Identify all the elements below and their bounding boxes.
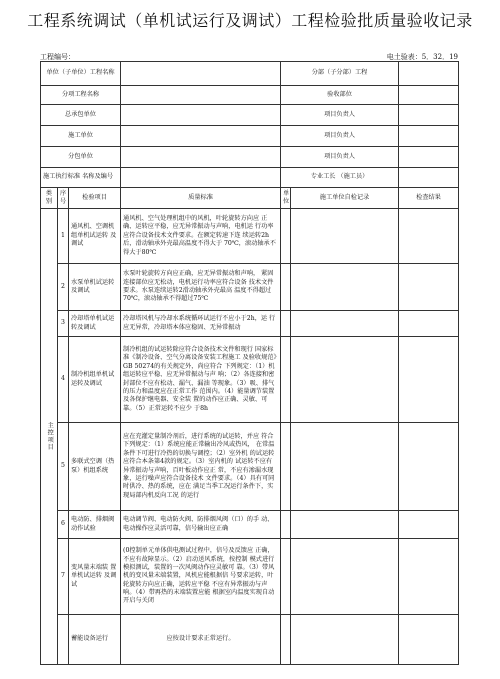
project-manager-value-3[interactable] bbox=[399, 147, 459, 168]
sub-project-value[interactable] bbox=[399, 62, 459, 86]
row-no: 2 bbox=[58, 264, 69, 311]
row-quality-std: 电动调节阀、电动防火阀、防排烟风阀（口）的手 动、电动操作应灵活可靠，信号输出应正确 bbox=[121, 511, 281, 539]
table-row bbox=[41, 337, 459, 423]
row-no: 6 bbox=[58, 511, 69, 539]
row-self-check[interactable] bbox=[291, 264, 399, 311]
row-result[interactable] bbox=[399, 337, 459, 423]
row-self-check[interactable] bbox=[291, 209, 399, 264]
inspection-form-table bbox=[40, 61, 459, 665]
project-manager-label-2: 项目负责人 bbox=[281, 126, 399, 147]
construction-unit-label: 施工单位 bbox=[41, 126, 121, 147]
subcontractor-value[interactable] bbox=[121, 147, 281, 168]
row-check-item: 多联式空调（热 泵）机组系统 bbox=[69, 423, 121, 511]
col-check-item: 检验项目 bbox=[69, 188, 121, 209]
row-check-item: 冷却塔单机试运 转及调试 bbox=[69, 311, 121, 337]
foreman-label: 专业工长 （施工员） bbox=[281, 168, 399, 188]
row-result[interactable] bbox=[399, 209, 459, 264]
unit-project-value[interactable] bbox=[121, 62, 281, 86]
project-code-label: 工程编号： bbox=[40, 53, 75, 61]
check-location-value[interactable] bbox=[399, 86, 459, 105]
header-row-item-project bbox=[41, 86, 459, 105]
project-manager-value-1[interactable] bbox=[399, 105, 459, 126]
row-self-check[interactable] bbox=[291, 511, 399, 539]
header-row-unit-project bbox=[41, 62, 459, 86]
row-check-item: 变风量末端装 置单机试运转 及调试 bbox=[69, 539, 121, 615]
row-result[interactable] bbox=[399, 511, 459, 539]
header-row-general-contractor bbox=[41, 105, 459, 126]
row-unit[interactable] bbox=[281, 423, 291, 511]
row-result[interactable] bbox=[399, 423, 459, 511]
row-result[interactable] bbox=[399, 264, 459, 311]
row-unit[interactable] bbox=[281, 209, 291, 264]
row-quality-std: 水泵叶轮旋转方向应正确，应无异常振动和声响， 紧固连接部位应无松动，电机运行功率应符合设备 技术文件要求。水泵连续运转2滑动轴承外壳最高 温度不得超过70℃，滚动轴承不得超过75℃ bbox=[121, 264, 281, 311]
project-manager-label-1: 项目负责人 bbox=[281, 105, 399, 126]
row-no: 1 bbox=[58, 209, 69, 264]
row-self-check[interactable] bbox=[291, 539, 399, 615]
row-unit[interactable] bbox=[281, 264, 291, 311]
row-unit[interactable] bbox=[281, 311, 291, 337]
col-seq: 序号 bbox=[58, 188, 69, 209]
col-unit: 单位 bbox=[281, 188, 291, 209]
table-row bbox=[41, 615, 459, 665]
row-self-check[interactable] bbox=[291, 423, 399, 511]
row-unit[interactable] bbox=[281, 337, 291, 423]
table-row bbox=[41, 539, 459, 615]
row-self-check[interactable] bbox=[291, 337, 399, 423]
row-check-item: 电动防、排烟阀 动作试验 bbox=[69, 511, 121, 539]
row-quality-std: (0控制单元单体供电测试过程中，信号及反馈应 正确，不应有故障显示。（2）启动送风系统，按控制 模式进行模拟测试，装置的一次风阀动作应灵敏可 靠。（3）带风机的变风量末端装置，风机应能根据信 号要求运转，叶轮旋转方向应正确，运转应平稳 不应有异常振动与声响。（4）带再热的末端装置应能 根据室内温度实现自动开启与关闭 bbox=[121, 539, 281, 615]
row-check-item: 通风机、空调机组单机试运转 及调试 bbox=[69, 209, 121, 264]
unit-project-label: 单位（子单位）工程名称 bbox=[41, 62, 121, 86]
row-self-check[interactable] bbox=[291, 615, 399, 665]
row-result[interactable] bbox=[399, 539, 459, 615]
row-quality-std: 应按设计要求正常运行。 bbox=[121, 615, 281, 665]
col-quality-std: 质量标准 bbox=[121, 188, 281, 209]
table-row bbox=[41, 423, 459, 511]
item-project-value[interactable] bbox=[121, 86, 281, 105]
row-check-item: 制冷机组单机试 运转及调试 bbox=[69, 337, 121, 423]
sub-project-label: 分部（子分部）工程 bbox=[281, 62, 399, 86]
subcontractor-label: 分包单位 bbox=[41, 147, 121, 168]
row-quality-std: 应在充灌定量制冷剂后，进行系统的试运转，并应 符合下列规定：（1）系统应能正常输出冷风或热风， 在常温条件下可进行冷热的切换与调控；（2）室外机 的试运转应符合本条第4款的规定。（3）室内机的 试运转不应有异常振动与声响，百叶板动作应正 常，不应有渗漏水现象，运行噪声应符合设备技术 文件要求。（4）具有可同时供冷、热的系统，应在 满足当季工况运行条件下，实现局部内机反向工况 的运行 bbox=[121, 423, 281, 511]
row-unit[interactable] bbox=[281, 511, 291, 539]
project-manager-label-3: 项目负责人 bbox=[281, 147, 399, 168]
col-result: 检查结果 bbox=[399, 188, 459, 209]
col-category: 类别 bbox=[41, 188, 58, 209]
row-unit[interactable] bbox=[281, 615, 291, 665]
row-check-item: 蓄能设备运行 bbox=[69, 615, 121, 665]
row-quality-std: 冷却塔风机与冷却水系统循环试运行不应小于2h，运 行应无异常，冷却塔本体应稳固、无异常振动 bbox=[121, 311, 281, 337]
foreman-value[interactable] bbox=[399, 168, 459, 188]
construction-unit-value[interactable] bbox=[121, 126, 281, 147]
check-location-label: 验收部位 bbox=[281, 86, 399, 105]
row-unit[interactable] bbox=[281, 539, 291, 615]
row-self-check[interactable] bbox=[291, 311, 399, 337]
form-code: 电土验表：5．32．19 bbox=[386, 53, 458, 61]
header-row-standard bbox=[41, 168, 459, 188]
row-no bbox=[58, 615, 69, 665]
row-no: 5 bbox=[58, 423, 69, 511]
main-category-label: 主控项目 bbox=[41, 209, 58, 665]
table-row bbox=[41, 311, 459, 337]
row-no: 7 bbox=[58, 539, 69, 615]
row-quality-std: 制冷机组的试运转除应符合设备技术文件和现行 国家标准《制冷设备、空气分离设备安装工程施工 及验收规范》GB 50274的有关规定外，尚应符合 下列规定：（1）机组运转应平稳、应无异常振动与声 响；（2）各连接和密封部位不应有松动、漏气、漏油 等现象。（3）吸、排气的压力和温度应在正常工作 范围内。（4）能量调节装置及各保护继电器、安全装 置的动作应正确、灵敏、可靠。（5）正常运转不应少 于8h bbox=[121, 337, 281, 423]
standard-name-label: 施工执行标准 名称及编号 bbox=[41, 168, 121, 188]
standard-name-value[interactable] bbox=[121, 168, 281, 188]
general-contractor-value[interactable] bbox=[121, 105, 281, 126]
row-quality-std: 通风机、空气处理机组中的风机，叶轮旋转方向应 正确、运转应平稳，应无异常振动与声响，电机运 行功率应符合设备技术文件要求。在额定转速下连 续运转2h后，滑动轴承外壳最高温度不得大于 70℃，滚动轴承不得大于80℃ bbox=[121, 209, 281, 264]
row-result[interactable] bbox=[399, 311, 459, 337]
header-row-construction-unit bbox=[41, 126, 459, 147]
table-row bbox=[41, 209, 459, 264]
page-title: 工程系统调试（单机试运行及调试）工程检验批质量验收记录 bbox=[27, 11, 473, 30]
row-check-item: 水泵单机试运转 及调试 bbox=[69, 264, 121, 311]
table-row bbox=[41, 264, 459, 311]
table-row bbox=[41, 511, 459, 539]
column-header-row bbox=[41, 188, 459, 209]
col-self-check: 施工单位自检记录 bbox=[291, 188, 399, 209]
row-no: 3 bbox=[58, 311, 69, 337]
header-row-subcontractor bbox=[41, 147, 459, 168]
project-manager-value-2[interactable] bbox=[399, 126, 459, 147]
general-contractor-label: 总承包单位 bbox=[41, 105, 121, 126]
item-project-label: 分项工程名称 bbox=[41, 86, 121, 105]
row-no: 4 bbox=[58, 337, 69, 423]
row-result[interactable] bbox=[399, 615, 459, 665]
